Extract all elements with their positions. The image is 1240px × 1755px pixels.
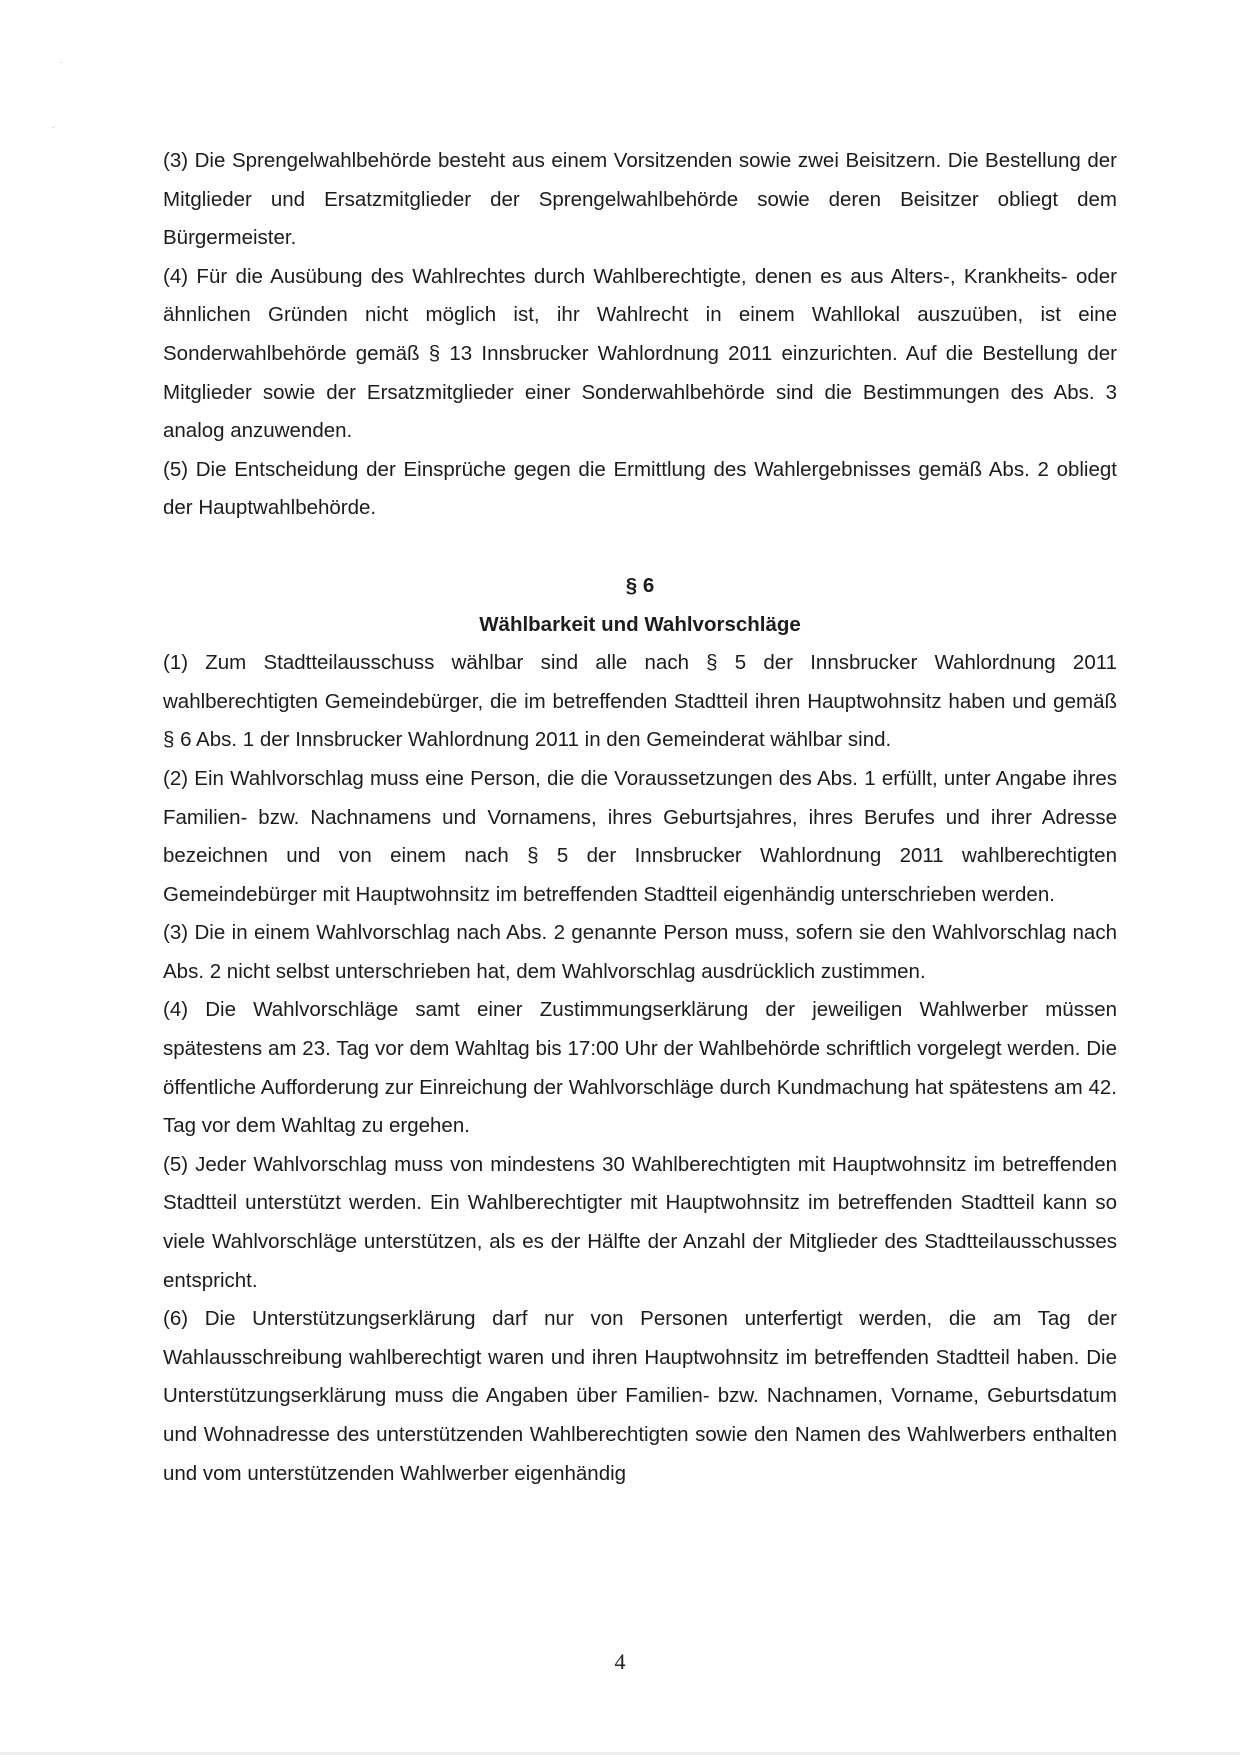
section-6-paragraph-3: (3) Die in einem Wahlvorschlag nach Abs. 2 genannte Person muss, sofern sie den Wahlvorschlag nach Abs. 2 nicht selbst unterschrieben hat, dem Wahlvorschlag ausdrücklich zustimmen. [163,921,1117,983]
section-6-paragraph-2: (2) Ein Wahlvorschlag muss eine Person, die die Voraussetzungen des Abs. 1 erfüllt, unter Angabe ihres Familien- bzw. Nachnamens und Vornamens, ihres Geburtsjahres, ihres Berufes und ihrer Adresse bezeichnen und von einem nach § 5 der Innsbrucker Wahlordnung 2011 wahlberechtigten Gemeindebürger mit Hauptwohnsitz im betreffenden Stadtteil eigenhändig unterschrieben werden. [163,766,1117,906]
scan-speck [52,127,54,128]
page-number: 4 [614,1649,626,1674]
section-spacer [163,528,1117,567]
section-6-paragraph-5: (5) Jeder Wahlvorschlag muss von mindestens 30 Wahlberechtigten mit Hauptwohnsitz im betreffenden Stadtteil unterstützt werden. Ein Wahlberechtigter mit Hauptwohnsitz im betreffenden Stadtteil kann so viele Wahlvorschläge unterstützen, als es der Hälfte der Anzahl der Mitglieder des Stadtteilausschusses entspricht. [163,1152,1117,1292]
paragraph-5: (5) Die Entscheidung der Einsprüche gegen die Ermittlung des Wahlergebnisses gemäß Abs. 2 obliegt der Hauptwahlbehörde. [163,457,1117,520]
document-body [163,142,1117,1493]
paragraph-3: (3) Die Sprengelwahlbehörde besteht aus einem Vorsitzenden sowie zwei Beisitzern. Die Bestellung der Mitglieder und Ersatzmitglieder der Sprengelwahlbehörde sowie deren Beisitzer obliegt dem Bürgermeister. [163,149,1117,250]
section-6-paragraph-4: (4) Die Wahlvorschläge samt einer Zustimmungserklärung der jeweiligen Wahlwerber müssen spätestens am 23. Tag vor dem Wahltag bis 17:00 Uhr der Wahlbehörde schriftlich vorgelegt werden. Die öffentliche Aufforderung zur Einreichung der Wahlvorschläge durch Kundmachung hat spätestens am 42. Tag vor dem Wahltag zu ergehen. [163,998,1117,1138]
section-title: Wählbarkeit und Wahlvorschläge [479,612,801,636]
scan-speck [60,62,62,63]
section-number: § 6 [625,573,655,597]
section-6-paragraph-6: (6) Die Unterstützungserklärung darf nur von Personen unterfertigt werden, die am Tag der Wahlausschreibung wahlberechtigt waren und ihren Hauptwohnsitz im betreffenden Stadtteil haben. Die Unterstützungserklärung muss die Angaben über Familien- bzw. Nachnamen, Vorname, Geburtsdatum und Wohnadresse des unterstützenden Wahlberechtigten sowie den Namen des Wahlwerbers enthalten und vom unterstützenden Wahlwerber eigenhändig [163,1307,1117,1485]
paragraph-4: (4) Für die Ausübung des Wahlrechtes durch Wahlberechtigte, denen es aus Alters-, Krankheits- oder ähnlichen Gründen nicht möglich ist, ihr Wahlrecht in einem Wahllokal auszuüben, ist eine Sonderwahlbehörde gemäß § 13 Innsbrucker Wahlordnung 2011 einzurichten. Auf die Bestellung der Mitglieder sowie der Ersatzmitglieder einer Sonderwahlbehörde sind die Bestimmungen des Abs. 3 analog anzuwenden. [163,264,1117,443]
section-6-paragraph-1: (1) Zum Stadtteilausschuss wählbar sind alle nach § 5 der Innsbrucker Wahlordnung 2011 wahlberechtigten Gemeindebürger, die im betreffenden Stadtteil ihren Hauptwohnsitz haben und gemäß § 6 Abs. 1 der Innsbrucker Wahlordnung 2011 in den Gemeinderat wählbar sind. [163,651,1117,752]
